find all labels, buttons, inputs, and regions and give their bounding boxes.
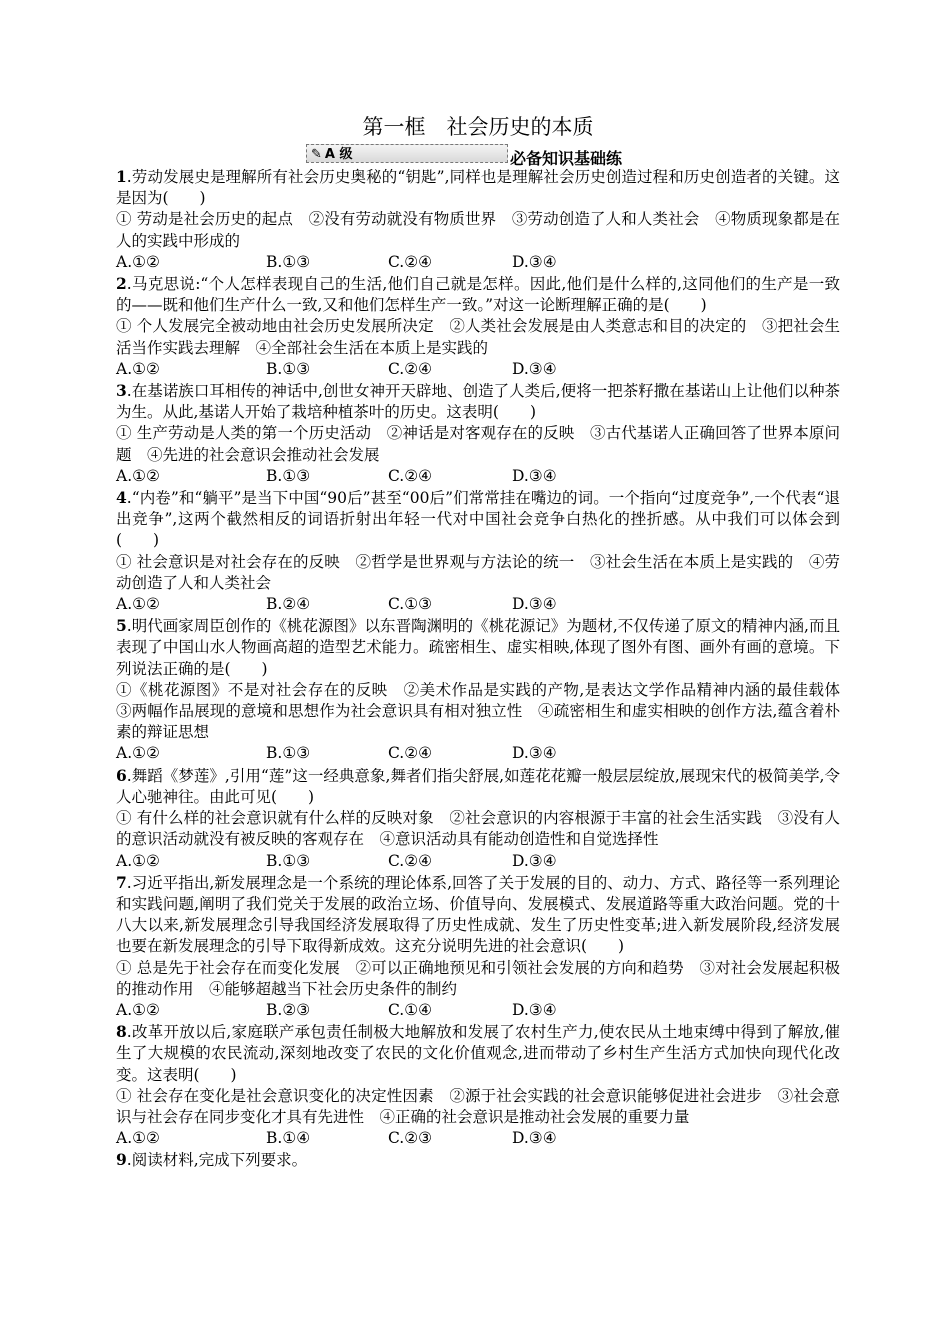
level-header: [306, 144, 840, 166]
question-number: 8: [116, 1022, 127, 1042]
answer-choices: [116, 1128, 840, 1149]
level-caption: 必备知识基础练: [510, 149, 623, 168]
answer-option: A.①②: [116, 595, 160, 614]
question-item: [116, 1149, 840, 1171]
question-stem: [116, 615, 840, 680]
question-item: [116, 1021, 840, 1149]
answer-choices: [116, 743, 840, 764]
worksheet-page: [116, 112, 856, 1172]
answer-option: C.①③: [388, 595, 433, 614]
answer-option: B.①③: [266, 744, 311, 763]
question-item: [116, 615, 856, 764]
answer-option: C.②④: [388, 851, 433, 870]
question-number: 9: [116, 1150, 127, 1170]
question-statements: ① 社会意识是对社会存在的反映 ②哲学是世界观与方法论的统一 ③社会生活在本质上是实践的 ④劳动创造了人和人类社会: [116, 552, 840, 592]
question-text: .阅读材料,完成下列要求。: [126, 1151, 308, 1170]
question-statements: ① 个人发展完全被动地由社会历史发展所决定 ②人类社会发展是由人类意志和目的决定的 ③把社会生活当作实践去理解 ④全部社会生活在本质上是实践的: [116, 317, 840, 357]
answer-option: A.①②: [116, 744, 160, 763]
question-number: 7: [116, 872, 127, 892]
answer-option: A.①②: [116, 851, 160, 870]
answer-choices: [116, 466, 840, 487]
answer-choices: [116, 851, 840, 872]
answer-choices: [116, 359, 840, 380]
answer-option: D.③④: [512, 252, 557, 271]
question-item: [116, 765, 840, 872]
question-stem: [116, 872, 840, 958]
answer-option: B.②③: [266, 1000, 311, 1019]
question-item: [116, 872, 840, 1021]
answer-option: B.①③: [266, 851, 311, 870]
question-text: .明代画家周臣创作的《桃花源图》以东晋陶渊明的《桃花源记》为题材,不仅传递了原文的精神内涵,而且表现了中国山水人物画高超的造型艺术能力。疏密相生、虚实相映,体现了图外有图、画外有画的意境。下列说法正确的是( ): [116, 617, 840, 678]
level-badge: [306, 144, 508, 163]
question-item: [116, 273, 840, 380]
question-list: [116, 166, 856, 1172]
answer-option: B.①④: [266, 1129, 311, 1148]
question-stem: [116, 765, 840, 808]
question-text: .习近平指出,新发展理念是一个系统的理论体系,回答了关于发展的目的、动力、方式、路径等一系列理论和实践问题,阐明了我们党关于发展的政治立场、价值导向、发展模式、发展道路等重大政治问题。党的十八大以来,新发展理念引导我国经济发展取得了历史性成就、发生了历史性变革;进入新发展阶段,经济发展也要在新发展理念的引导下取得新成效。这充分说明先进的社会意识( ): [116, 873, 840, 956]
question-stem: [116, 1021, 840, 1086]
question-statements: ① 总是先于社会存在而变化发展 ②可以正确地预见和引领社会发展的方向和趋势 ③对社会发展起积极的推动作用 ④能够超越当下社会历史条件的制约: [116, 958, 840, 998]
question-stem: [116, 487, 840, 552]
question-number: 6: [116, 765, 127, 785]
question-stem: [116, 380, 840, 423]
question-text: .马克思说:“个人怎样表现自己的生活,他们自己就是怎样。因此,他们是什么样的,这同他们的生产是一致的——既和他们生产什么一致,又和他们怎样生产一致。”对这一论断理解正确的是( ): [116, 275, 840, 315]
answer-option: C.②④: [388, 359, 433, 378]
question-item: [116, 380, 840, 487]
question-stem: [116, 166, 840, 209]
question-stem: [116, 1149, 840, 1171]
page-title: 第一框 社会历史的本质: [362, 115, 594, 139]
level-badge-label: A 级: [324, 147, 353, 162]
question-item: [116, 166, 840, 273]
answer-choices: [116, 594, 840, 615]
pencil-icon: ✎: [311, 147, 322, 162]
answer-option: D.③④: [512, 595, 557, 614]
answer-option: C.①④: [388, 1000, 433, 1019]
question-stem: [116, 273, 840, 316]
question-text: .改革开放以后,家庭联产承包责任制极大地解放和发展了农村生产力,使农民从土地束缚中得到了解放,催生了大规模的农民流动,深刻地改变了农民的文化价值观念,进而带动了乡村生产生活方式加快向现代化改变。这表明( ): [116, 1023, 840, 1084]
answer-option: D.③④: [512, 851, 557, 870]
question-statements: ① 劳动是社会历史的起点 ②没有劳动就没有物质世界 ③劳动创造了人和人类社会 ④物质现象都是在人的实践中形成的: [116, 210, 840, 250]
answer-option: D.③④: [512, 359, 557, 378]
answer-option: A.①②: [116, 359, 160, 378]
question-text: .在基诺族口耳相传的神话中,创世女神开天辟地、创造了人类后,便将一把茶籽撒在基诺山上让他们以种茶为生。从此,基诺人开始了栽培种植茶叶的历史。这表明( ): [116, 382, 840, 422]
answer-option: A.①②: [116, 1129, 160, 1148]
answer-option: D.③④: [512, 1000, 557, 1019]
answer-choices: [116, 1000, 840, 1021]
answer-option: B.②④: [266, 595, 311, 614]
question-number: 5: [116, 616, 127, 636]
question-text: .舞蹈《梦莲》,引用“莲”这一经典意象,舞者们指尖舒展,如莲花花瓣一般层层绽放,展现宋代的极简美学,令人心驰神往。由此可见( ): [116, 766, 840, 806]
answer-option: C.②④: [388, 466, 433, 485]
question-text: .“内卷”和“躺平”是当下中国“90后”甚至“00后”们常常挂在嘴边的词。一个指向“过度竞争”,一个代表“退出竞争”,这两个截然相反的词语折射出年轻一代对中国社会竞争白热化的挫折感。从中我们可以体会到( ): [116, 489, 840, 550]
question-text: .劳动发展史是理解所有社会历史奥秘的“钥匙”,同样也是理解社会历史创造过程和历史创造者的关键。这是因为( ): [116, 168, 840, 208]
answer-option: A.①②: [116, 252, 160, 271]
answer-option: C.②④: [388, 744, 433, 763]
answer-choices: [116, 252, 840, 273]
question-number: 3: [116, 381, 127, 401]
question-statements: ① 生产劳动是人类的第一个历史活动 ②神话是对客观存在的反映 ③古代基诺人正确回答了世界本原问题 ④先进的社会意识会推动社会发展: [116, 424, 840, 464]
question-number: 1: [116, 167, 127, 186]
question-statements: ① 有什么样的社会意识就有什么样的反映对象 ②社会意识的内容根源于丰富的社会生活实践 ③没有人的意识活动就没有被反映的客观存在 ④意识活动具有能动创造性和自觉选择性: [116, 809, 840, 849]
answer-option: D.③④: [512, 1129, 557, 1148]
answer-option: D.③④: [512, 744, 557, 763]
answer-option: A.①②: [116, 1000, 160, 1019]
answer-option: B.①③: [266, 359, 311, 378]
answer-option: B.①③: [266, 466, 311, 485]
question-item: [116, 487, 840, 615]
answer-option: D.③④: [512, 466, 557, 485]
answer-option: A.①②: [116, 466, 160, 485]
question-number: 2: [116, 274, 127, 294]
question-statements: ① 社会存在变化是社会意识变化的决定性因素 ②源于社会实践的社会意识能够促进社会进步 ③社会意识与社会存在同步变化才具有先进性 ④正确的社会意识是推动社会发展的重要力量: [116, 1086, 840, 1126]
answer-option: C.②③: [388, 1129, 433, 1148]
question-number: 4: [116, 488, 127, 508]
question-statements: ①《桃花源图》不是对社会存在的反映 ②美术作品是实践的产物,是表达文学作品精神内涵的最佳载体 ③两幅作品展现的意境和思想作为社会意识具有相对独立性 ④疏密相生和虚实相映的创作方法,蕴含着朴素的辩证思想: [116, 680, 856, 742]
answer-option: B.①③: [266, 252, 311, 271]
answer-option: C.②④: [388, 252, 433, 271]
